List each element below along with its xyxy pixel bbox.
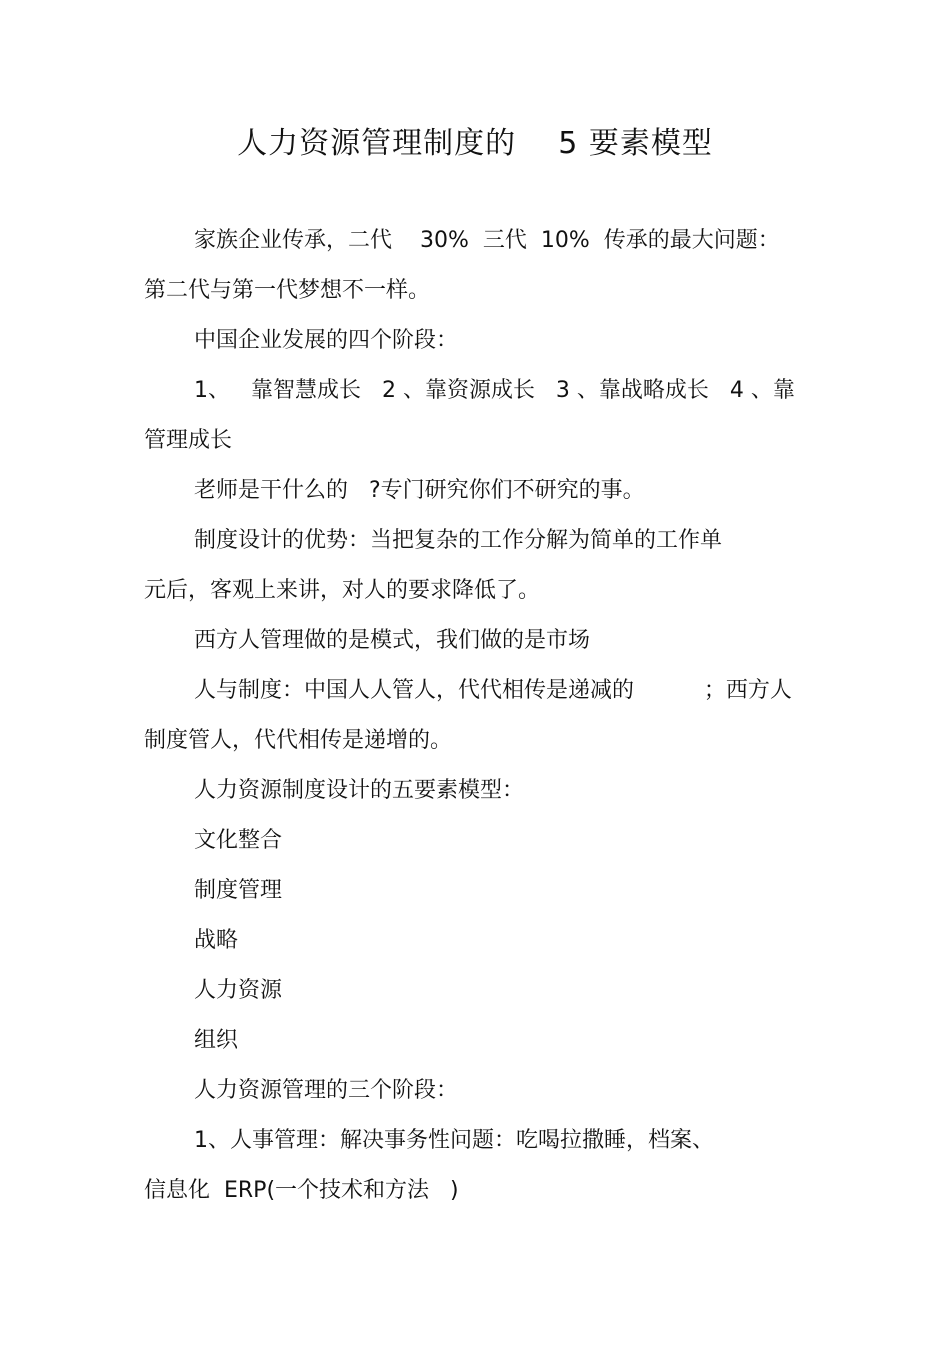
- list-item: 人力资源: [194, 978, 283, 1003]
- list-item: 制度管理: [194, 878, 283, 903]
- paragraph-line: 老师是干什么的 ?专门研究你们不研究的事。: [194, 478, 645, 503]
- paragraph-line: 中国企业发展的四个阶段：: [194, 328, 459, 353]
- paragraph-line: 制度管人，代代相传是递增的。: [144, 728, 453, 753]
- paragraph-line: 人与制度：中国人人管人，代代相传是递减的 ；西方人: [194, 678, 792, 703]
- paragraph-line: 人力资源制度设计的五要素模型：: [194, 778, 525, 803]
- document-title: 人力资源管理制度的 5 要素模型: [237, 126, 713, 161]
- paragraph-line: 信息化 ERP(一个技术和方法 ): [144, 1178, 459, 1203]
- paragraph-line: 1、人事管理：解决事务性问题：吃喝拉撒睡，档案、: [194, 1128, 714, 1153]
- paragraph-line: 第二代与第一代梦想不一样。: [144, 278, 431, 303]
- paragraph-line: 制度设计的优势：当把复杂的工作分解为简单的工作单: [194, 528, 723, 553]
- list-item: 组织: [194, 1028, 239, 1053]
- paragraph-line: 西方人管理做的是模式，我们做的是市场: [194, 628, 591, 653]
- paragraph-line: 元后，客观上来讲，对人的要求降低了。: [144, 578, 541, 603]
- list-item: 文化整合: [194, 828, 283, 853]
- list-item: 战略: [194, 928, 239, 953]
- paragraph-line: 人力资源管理的三个阶段：: [194, 1078, 459, 1103]
- paragraph-line: 管理成长: [144, 428, 233, 453]
- paragraph-line: 1、 靠智慧成长 2 、靠资源成长 3 、靠战略成长 4 、靠: [194, 378, 795, 403]
- paragraph-line: 家族企业传承，二代 30% 三代 10% 传承的最大问题：: [194, 228, 780, 253]
